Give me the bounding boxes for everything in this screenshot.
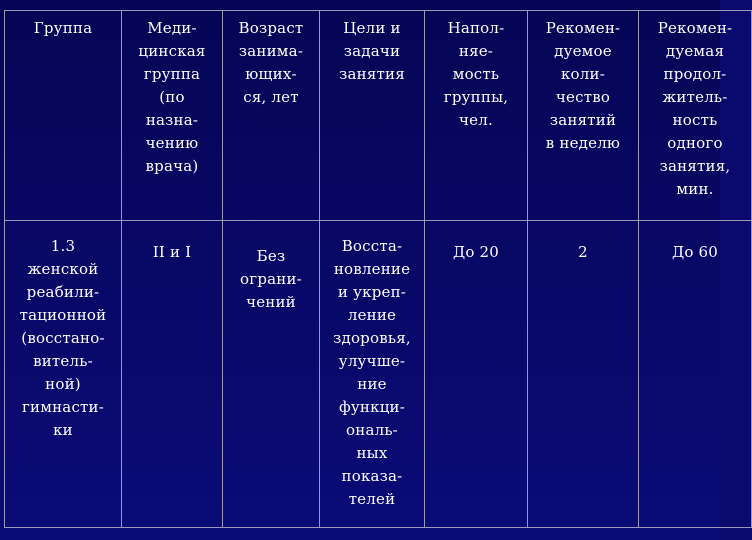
header-medical-group: Меди- цинская группа (по назна- чению врача) <box>122 11 223 221</box>
header-sessions-per-week: Рекомен- дуемое коли- чество занятий в неделю <box>528 11 639 221</box>
header-duration: Рекомен- дуемая продол- житель- ность одного занятия, мин. <box>639 11 752 221</box>
cell-group: 1.3 женской реабили- тационной (восстано- витель- ной) гимнасти- ки <box>5 221 122 528</box>
header-group: Группа <box>5 11 122 221</box>
cell-duration: До 60 <box>639 221 752 528</box>
recommendations-table <box>4 10 752 528</box>
cell-group-size: До 20 <box>425 221 528 528</box>
header-group-size: Напол- няе- мость группы, чел. <box>425 11 528 221</box>
cell-sessions-per-week: 2 <box>528 221 639 528</box>
header-age: Возраст занима- ющих- ся, лет <box>223 11 320 221</box>
cell-medical-group: II и I <box>122 221 223 528</box>
cell-goals: Восста- новление и укреп- ление здоровья, улучше- ние функци- ональ- ных показа- телей <box>320 221 425 528</box>
table-row <box>5 221 752 528</box>
header-goals: Цели и задачи занятия <box>320 11 425 221</box>
cell-age: Без ограни- чений <box>223 221 320 528</box>
table-header-row <box>5 11 752 221</box>
